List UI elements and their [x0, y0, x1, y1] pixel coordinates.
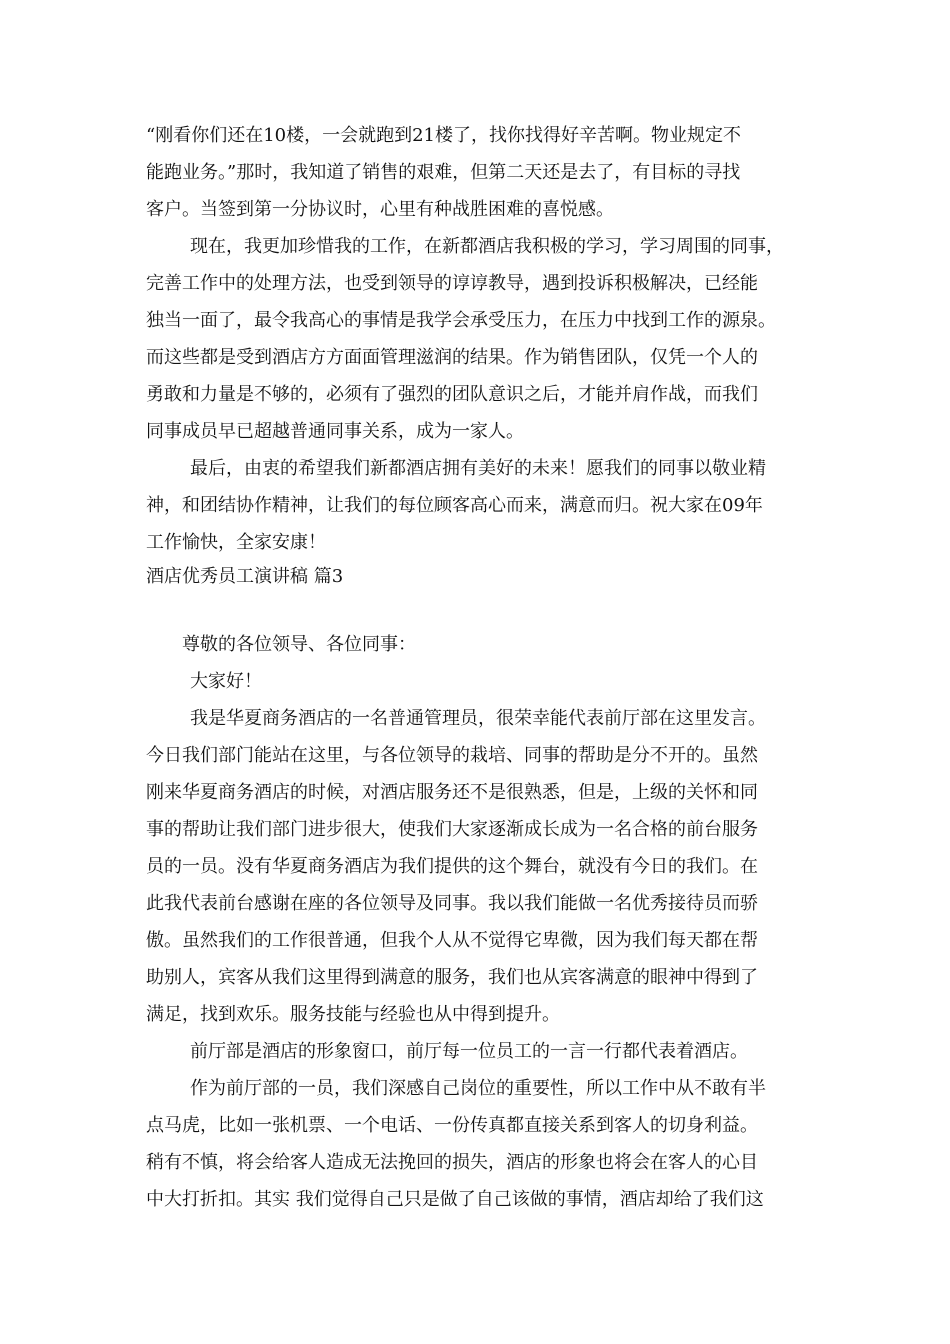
paragraph-line: 中大打折扣。其实 我们觉得自己只是做了自己该做的事情，酒店却给了我们这 — [146, 1189, 764, 1210]
paragraph-line: 完善工作中的处理方法，也受到领导的谆谆教导，遇到投诉积极解决，已经能 — [146, 273, 758, 294]
paragraph-line: 点马虎，比如一张机票、一个电话、一份传真都直接关系到客人的切身利益。 — [146, 1115, 758, 1136]
section-heading: 酒店优秀员工演讲稿 篇3 — [146, 566, 344, 587]
salutation: 尊敬的各位领导、各位同事： — [182, 634, 416, 655]
paragraph-line: 满足，找到欢乐。服务技能与经验也从中得到提升。 — [146, 1004, 560, 1025]
paragraph-line: 客户。当签到第一分协议时，心里有种战胜困难的喜悦感。 — [146, 199, 614, 220]
paragraph-line: 勇敢和力量是不够的，必须有了强烈的团队意识之后，才能并肩作战，而我们 — [146, 384, 758, 405]
paragraph-line: 事的帮助让我们部门进步很大，使我们大家逐渐成长成为一名合格的前台服务 — [146, 819, 758, 840]
paragraph-line: 今日我们部门能站在这里，与各位领导的栽培、同事的帮助是分不开的。虽然 — [146, 745, 758, 766]
paragraph-line: 能跑业务。”那时，我知道了销售的艰难，但第二天还是去了，有目标的寻找 — [146, 162, 741, 183]
paragraph-line: 而这些都是受到酒店方方面面管理滋润的结果。作为销售团队，仅凭一个人的 — [146, 347, 758, 368]
paragraph-line: 同事成员早已超越普通同事关系，成为一家人。 — [146, 421, 524, 442]
paragraph-line: 现在，我更加珍惜我的工作，在新都酒店我积极的学习，学习周围的同事， — [190, 236, 784, 257]
paragraph-line: 稍有不慎，将会给客人造成无法挽回的损失，酒店的形象也将会在客人的心目 — [146, 1152, 758, 1173]
paragraph-line: “刚看你们还在10楼，一会就跑到21楼了，找你找得好辛苦啊。物业规定不 — [146, 125, 742, 146]
paragraph-line: 最后，由衷的希望我们新都酒店拥有美好的未来！愿我们的同事以敬业精 — [190, 458, 766, 479]
greeting: 大家好！ — [190, 671, 262, 692]
paragraph-line: 作为前厅部的一员，我们深感自己岗位的重要性，所以工作中从不敢有半 — [190, 1078, 766, 1099]
paragraph-line: 工作愉快，全家安康！ — [146, 532, 326, 553]
paragraph-line: 此我代表前台感谢在座的各位领导及同事。我以我们能做一名优秀接待员而骄 — [146, 893, 758, 914]
paragraph-line: 前厅部是酒店的形象窗口，前厅每一位员工的一言一行都代表着酒店。 — [190, 1041, 748, 1062]
paragraph-line: 员的一员。没有华夏商务酒店为我们提供的这个舞台，就没有今日的我们。在 — [146, 856, 758, 877]
paragraph-line: 助别人，宾客从我们这里得到满意的服务，我们也从宾客满意的眼神中得到了 — [146, 967, 758, 988]
paragraph-line: 傲。虽然我们的工作很普通，但我个人从不觉得它卑微，因为我们每天都在帮 — [146, 930, 758, 951]
paragraph-line: 独当一面了，最令我高心的事情是我学会承受压力，在压力中找到工作的源泉。 — [146, 310, 776, 331]
paragraph-line: 刚来华夏商务酒店的时候，对酒店服务还不是很熟悉，但是，上级的关怀和同 — [146, 782, 758, 803]
paragraph-line: 我是华夏商务酒店的一名普通管理员，很荣幸能代表前厅部在这里发言。 — [190, 708, 766, 729]
paragraph-line: 神，和团结协作精神，让我们的每位顾客高心而来，满意而归。祝大家在09年 — [146, 495, 763, 516]
